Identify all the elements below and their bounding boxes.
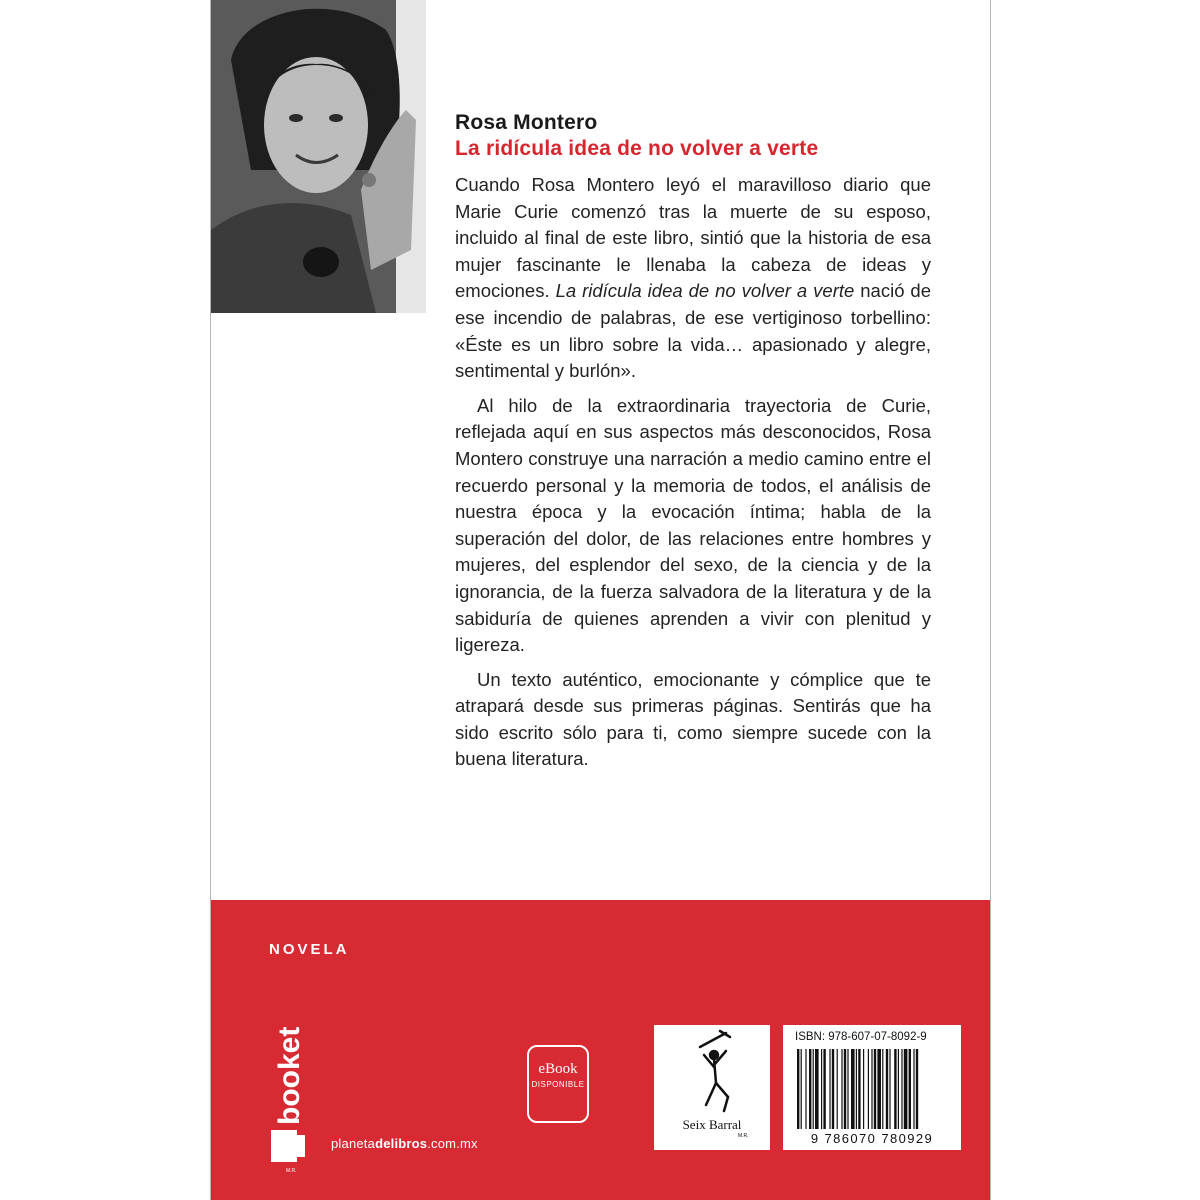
blurb xyxy=(455,110,931,781)
website-brand-bold: delibros xyxy=(375,1136,428,1151)
paragraph-1-text: Cuando Rosa Montero leyó el maravilloso diario que Marie Curie comenzó tras la muerte de su esposo, incluido al final de este libro, sintió que la historia de esa mujer fascinante le llenaba la cabeza de ideas y emociones. xyxy=(455,174,931,302)
publisher-name: Seix Barral xyxy=(682,1117,742,1132)
paragraph-1-italic-title: La ridícula idea de no volver a verte xyxy=(555,280,855,302)
book-title: La ridícula idea de no volver a verte xyxy=(455,137,819,160)
isbn-label: ISBN: 978-607-07-8092-9 xyxy=(795,1031,927,1043)
footer-band xyxy=(211,900,990,1200)
paragraph-2: Al hilo de la extraordinaria trayectoria de Curie, reflejada aquí en sus aspectos más desconocidos, Rosa Montero construye una narración a medio camino entre el recuerdo personal y la memoria de todos, el análisis de nuestra época y la evocación íntima; habla de la superación del dolor, de las relaciones entre hombres y mujeres, del esplendor del sexo, de la ciencia y de la ignorancia, de la fuerza salvadora de la literatura y de la sabiduría de quienes aprenden a vivir con plenitud y ligereza. xyxy=(455,394,931,656)
website-link[interactable] xyxy=(331,1136,478,1151)
booket-mark: M.R. xyxy=(286,1168,297,1174)
ebook-badge xyxy=(527,1045,589,1123)
author-name: Rosa Montero xyxy=(455,111,598,134)
paragraph-1 xyxy=(455,172,931,385)
booket-logo-text: booket xyxy=(273,1026,306,1125)
booket-logo-icon xyxy=(269,1025,321,1170)
barcode-icon xyxy=(783,1025,961,1150)
author-photo xyxy=(211,0,426,313)
paragraph-3: Un texto auténtico, emocionante y cómplice que te atrapará desde sus primeras páginas. Sentirás que ha sido escrito sólo para ti, como siempre sucede con la buena literatura. xyxy=(455,668,931,770)
book-back-cover xyxy=(210,0,991,1200)
paragraph-1-text-end: nació de ese incendio de palabras, de ese vertiginoso torbellino: «Éste es un libro sobre la vida… apasionado y alegre, sentimental y burlón». xyxy=(455,280,932,382)
ebook-available: DISPONIBLE xyxy=(531,1080,585,1089)
website-brand: planeta xyxy=(331,1136,376,1151)
seix-barral-logo-icon xyxy=(654,1025,770,1150)
publisher-mark: M.R. xyxy=(738,1133,749,1139)
genre-label: NOVELA xyxy=(269,941,350,958)
barcode-digits: 9 786070 780929 xyxy=(810,1131,934,1146)
ebook-label: eBook xyxy=(538,1061,578,1077)
website-suffix: .com.mx xyxy=(427,1136,478,1151)
